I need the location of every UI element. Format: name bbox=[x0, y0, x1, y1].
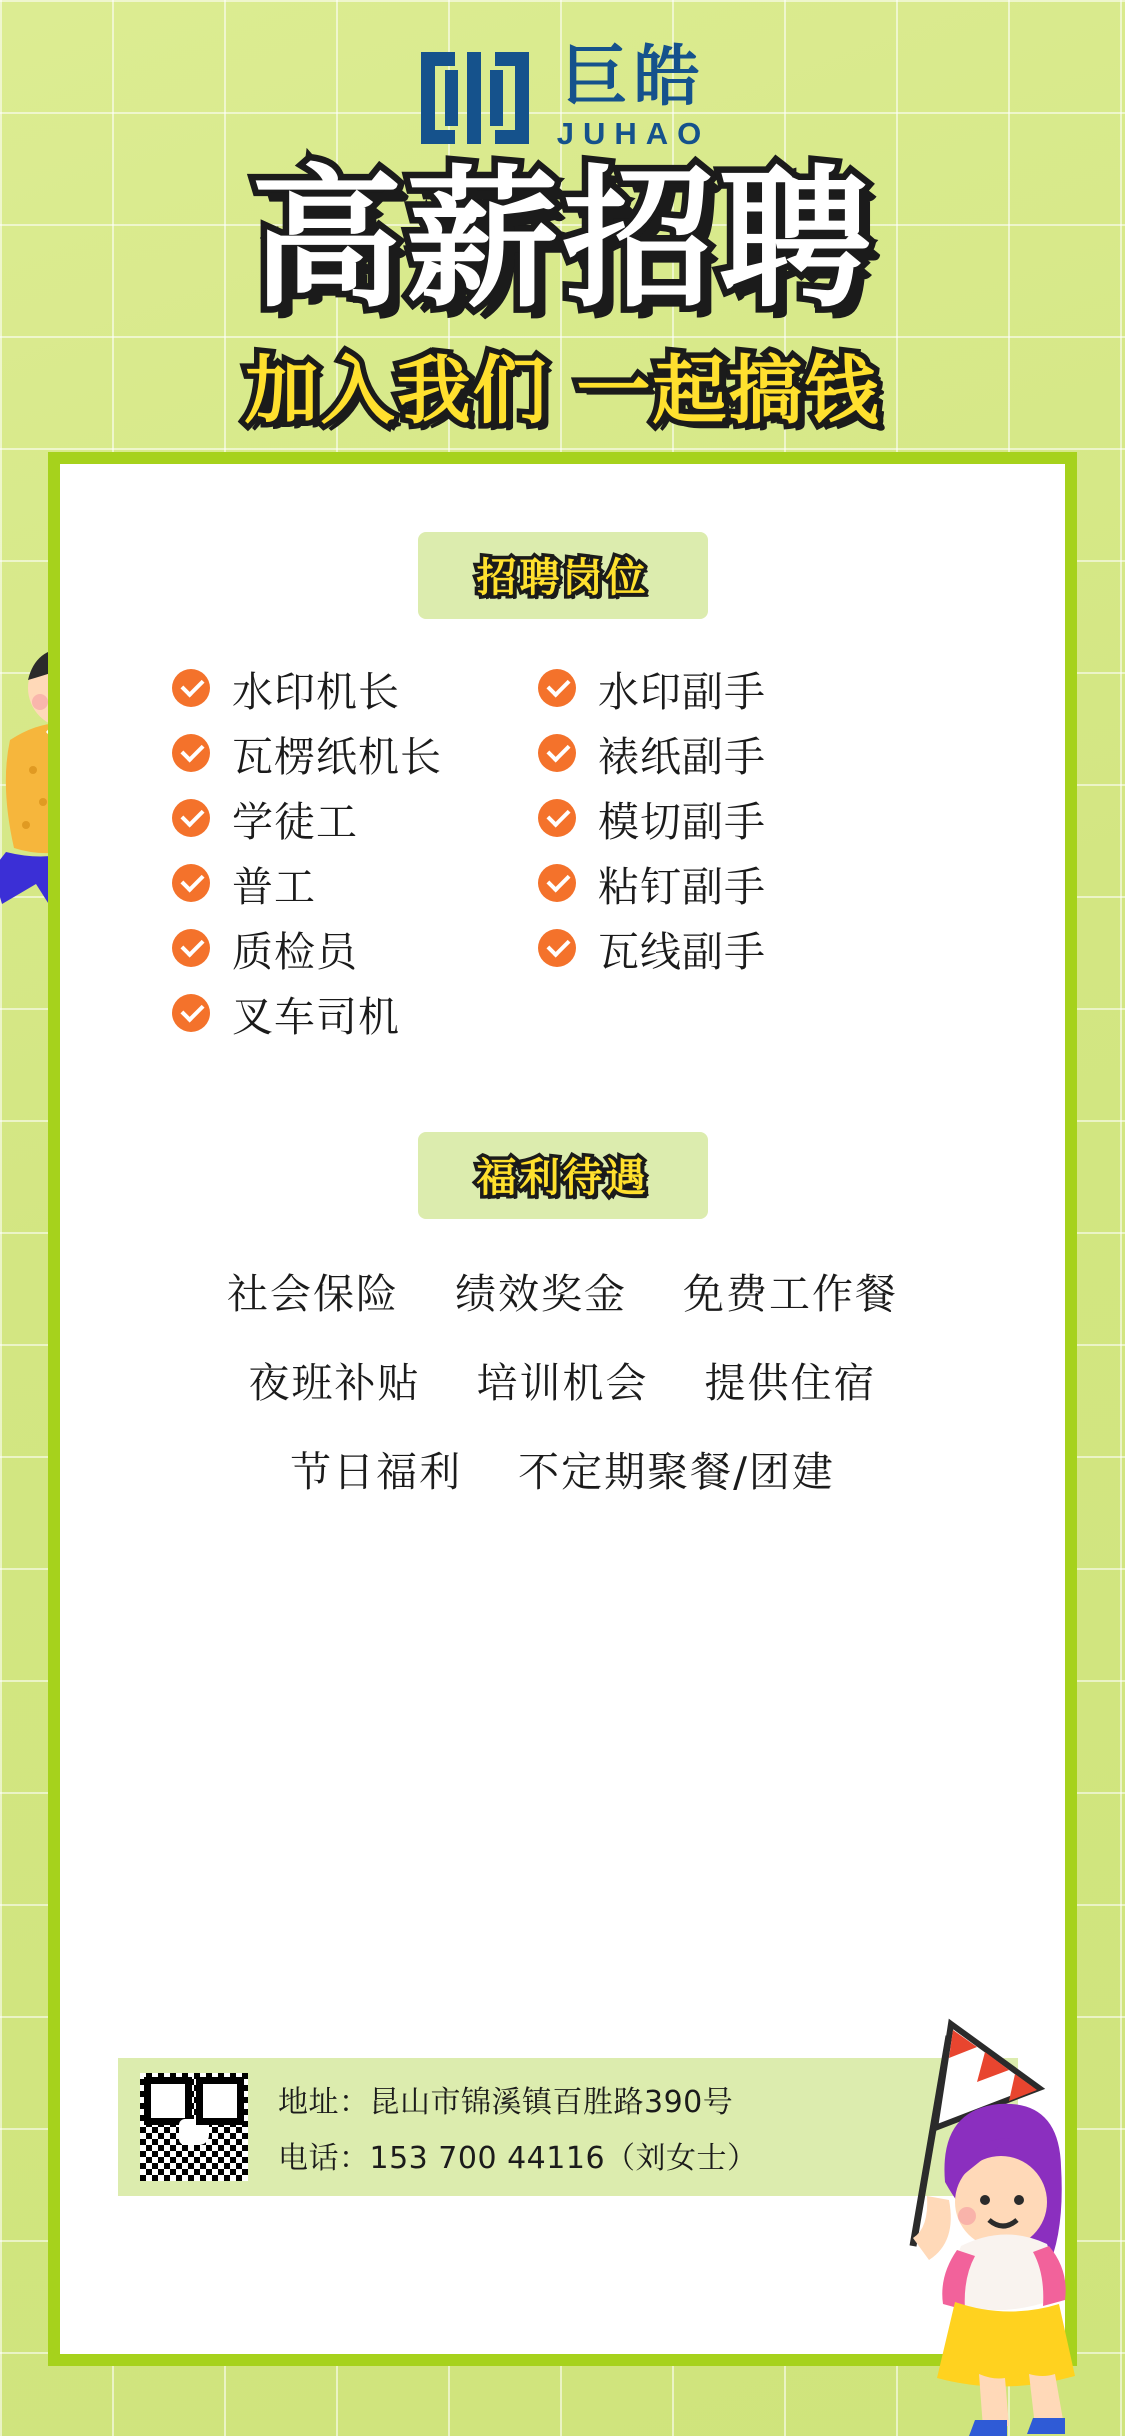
welfare-item: 不定期聚餐/团建 bbox=[518, 1448, 835, 1496]
brand-name-cn: 巨皓 bbox=[561, 37, 706, 115]
check-icon bbox=[538, 669, 576, 707]
welfare-item: 培训机会 bbox=[476, 1359, 649, 1407]
jobs-section-title: 招聘岗位 bbox=[418, 532, 708, 619]
check-icon bbox=[538, 929, 576, 967]
welfare-section-title: 福利待遇 bbox=[418, 1132, 708, 1219]
welfare-item: 夜班补贴 bbox=[248, 1359, 421, 1407]
welfare-item: 提供住宿 bbox=[704, 1359, 877, 1407]
welfare-row bbox=[116, 1261, 1009, 1320]
list-item[interactable] bbox=[172, 858, 422, 911]
list-item[interactable] bbox=[172, 923, 422, 976]
job-label: 叉车司机 bbox=[232, 992, 400, 1041]
juhao-logo-icon bbox=[415, 46, 535, 150]
welfare-list bbox=[60, 1261, 1065, 1498]
list-item[interactable] bbox=[172, 728, 442, 781]
job-label: 粘钉副手 bbox=[598, 862, 766, 911]
job-label: 水印副手 bbox=[598, 667, 766, 716]
welfare-item: 绩效奖金 bbox=[455, 1270, 627, 1318]
check-icon bbox=[172, 864, 210, 902]
job-label: 普工 bbox=[232, 862, 316, 911]
list-item[interactable] bbox=[538, 663, 788, 716]
brand-name-en: JUHAO bbox=[556, 115, 711, 151]
welfare-row bbox=[116, 1350, 1009, 1409]
woman-with-flag-illustration bbox=[763, 2006, 1103, 2436]
job-label: 学徒工 bbox=[232, 797, 358, 846]
welfare-item: 免费工作餐 bbox=[683, 1270, 898, 1318]
qr-center-mark bbox=[179, 2119, 209, 2145]
check-icon bbox=[538, 799, 576, 837]
job-label: 瓦楞纸机长 bbox=[232, 732, 442, 781]
page-subtitle: 加入我们 一起搞钱 bbox=[244, 348, 881, 434]
job-label: 水印机长 bbox=[232, 667, 400, 716]
job-label: 模切副手 bbox=[598, 797, 766, 846]
check-icon bbox=[172, 929, 210, 967]
page-title: 高薪招聘 bbox=[250, 151, 875, 328]
check-icon bbox=[172, 734, 210, 772]
check-icon bbox=[538, 864, 576, 902]
list-item[interactable] bbox=[538, 793, 788, 846]
contact-phone: 电话：153 700 44116（刘女士） bbox=[278, 2141, 758, 2176]
check-icon bbox=[172, 994, 210, 1032]
qr-code-icon[interactable] bbox=[140, 2073, 248, 2181]
brand-logo bbox=[0, 37, 1125, 155]
contact-address: 地址：昆山市锦溪镇百胜路390号 bbox=[278, 2085, 734, 2120]
list-item[interactable] bbox=[538, 728, 788, 781]
check-icon bbox=[172, 669, 210, 707]
check-icon bbox=[538, 734, 576, 772]
job-label: 质检员 bbox=[232, 927, 358, 976]
list-item[interactable] bbox=[538, 858, 788, 911]
job-label: 裱纸副手 bbox=[598, 732, 766, 781]
list-item[interactable] bbox=[172, 793, 422, 846]
jobs-list bbox=[60, 663, 1065, 1041]
welfare-item: 社会保险 bbox=[227, 1270, 399, 1318]
list-item[interactable] bbox=[172, 988, 422, 1041]
check-icon bbox=[172, 799, 210, 837]
welfare-row bbox=[116, 1439, 1009, 1498]
job-label: 瓦线副手 bbox=[598, 927, 766, 976]
list-item[interactable] bbox=[538, 923, 788, 976]
welfare-item: 节日福利 bbox=[290, 1448, 463, 1496]
list-item[interactable] bbox=[172, 663, 422, 716]
